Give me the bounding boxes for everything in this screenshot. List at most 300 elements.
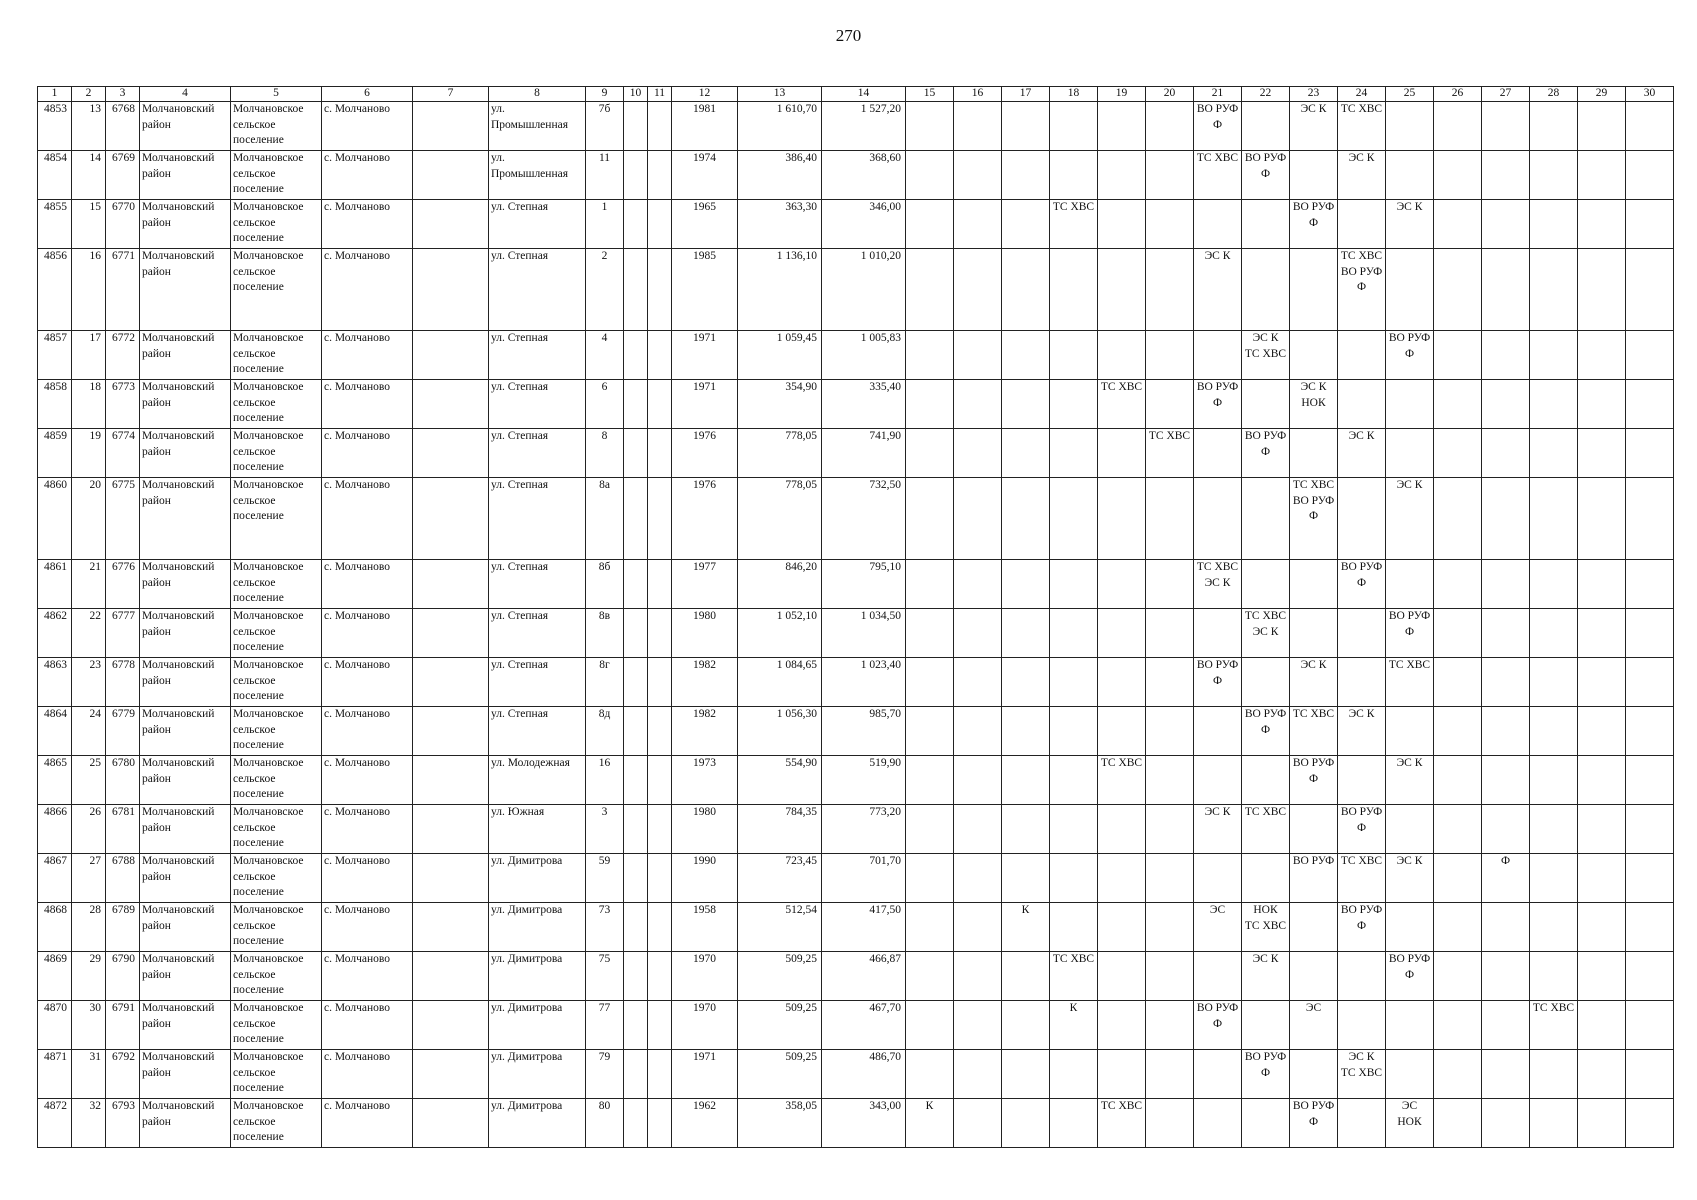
table-cell: ТС ХВС (1338, 854, 1386, 903)
table-cell: 14 (72, 151, 106, 200)
table-cell (1386, 1050, 1434, 1099)
table-cell: ВО РУФ Ф (1290, 200, 1338, 249)
table-cell (1146, 151, 1194, 200)
housing-register-table (37, 86, 1674, 1148)
table-cell: Молчановское сельское поселение (231, 609, 322, 658)
table-cell: Молчановский район (140, 200, 231, 249)
table-cell (1386, 707, 1434, 756)
table-cell (1578, 658, 1626, 707)
table-cell (413, 151, 489, 200)
table-cell (1626, 756, 1674, 805)
table-cell (1194, 331, 1242, 380)
column-header: 2 (72, 87, 106, 102)
table-cell (906, 952, 954, 1001)
column-header: 25 (1386, 87, 1434, 102)
table-cell (1530, 331, 1578, 380)
table-cell: 31 (72, 1050, 106, 1099)
column-header: 6 (322, 87, 413, 102)
table-cell (1434, 952, 1482, 1001)
table-cell (954, 952, 1002, 1001)
table-cell (906, 658, 954, 707)
table-cell (1050, 249, 1098, 331)
table-cell: с. Молчаново (322, 249, 413, 331)
table-cell (1242, 200, 1290, 249)
table-cell: ул. Димитрова (489, 903, 586, 952)
table-cell: Молчановский район (140, 707, 231, 756)
table-cell: К (906, 1099, 954, 1148)
column-header: 1 (38, 87, 72, 102)
table-cell (1050, 903, 1098, 952)
table-cell (1338, 1099, 1386, 1148)
table-cell: ТС ХВС (1338, 102, 1386, 151)
table-cell: НОК ТС ХВС (1242, 903, 1290, 952)
table-cell (1002, 952, 1050, 1001)
table-cell: Молчановский район (140, 331, 231, 380)
table-cell (1002, 151, 1050, 200)
table-cell (1002, 805, 1050, 854)
table-cell (1338, 380, 1386, 429)
column-header: 20 (1146, 87, 1194, 102)
table-cell (413, 609, 489, 658)
table-cell (1146, 1050, 1194, 1099)
table-cell (1050, 707, 1098, 756)
table-cell: Молчановский район (140, 1050, 231, 1099)
table-cell (624, 380, 648, 429)
table-cell: 795,10 (822, 560, 906, 609)
table-cell: 6776 (106, 560, 140, 609)
table-cell (624, 1050, 648, 1099)
table-cell (954, 805, 1002, 854)
table-cell (906, 903, 954, 952)
table-cell (1626, 151, 1674, 200)
table-cell (906, 805, 954, 854)
table-cell: ТС ХВС (1530, 1001, 1578, 1050)
table-cell (1626, 200, 1674, 249)
table-cell: Молчановский район (140, 756, 231, 805)
table-cell: 1 527,20 (822, 102, 906, 151)
table-cell (1530, 609, 1578, 658)
column-header: 23 (1290, 87, 1338, 102)
table-cell: 19 (72, 429, 106, 478)
table-cell (1242, 1001, 1290, 1050)
table-cell: 1 136,10 (738, 249, 822, 331)
column-header: 13 (738, 87, 822, 102)
table-cell (1146, 1001, 1194, 1050)
table-cell (1434, 380, 1482, 429)
table-cell: ВО РУФ Ф (1338, 903, 1386, 952)
table-cell: 73 (586, 903, 624, 952)
table-cell: ТС ХВС ЭС К (1194, 560, 1242, 609)
table-cell (1626, 609, 1674, 658)
table-cell (1530, 854, 1578, 903)
table-cell (1194, 854, 1242, 903)
table-cell: Молчановское сельское поселение (231, 1099, 322, 1148)
table-cell: Молчановское сельское поселение (231, 854, 322, 903)
table-cell (624, 102, 648, 151)
table-cell (413, 249, 489, 331)
table-cell: 22 (72, 609, 106, 658)
table-cell (1050, 151, 1098, 200)
table-cell: 4861 (38, 560, 72, 609)
table-cell: Молчановский район (140, 1099, 231, 1148)
column-header: 15 (906, 87, 954, 102)
table-cell (624, 609, 648, 658)
table-cell (1434, 854, 1482, 903)
table-cell: ул. Степная (489, 658, 586, 707)
table-cell: 1 056,30 (738, 707, 822, 756)
table-cell: ул. Промышленная (489, 102, 586, 151)
table-cell: ТС ХВС (1098, 1099, 1146, 1148)
table-cell: 346,00 (822, 200, 906, 249)
table-cell (1578, 102, 1626, 151)
table-cell (1098, 952, 1146, 1001)
table-cell: 6 (586, 380, 624, 429)
table-cell: 4863 (38, 658, 72, 707)
table-cell: ВО РУФ Ф (1290, 756, 1338, 805)
table-cell (1290, 1050, 1338, 1099)
table-cell: 6790 (106, 952, 140, 1001)
table-cell: ЭС НОК (1386, 1099, 1434, 1148)
table-cell (1626, 380, 1674, 429)
table-cell: ЭС К (1194, 249, 1242, 331)
table-cell (1386, 903, 1434, 952)
table-cell: ТС ХВС ВО РУФ Ф (1338, 249, 1386, 331)
table-cell (1338, 1001, 1386, 1050)
table-cell: ул. Степная (489, 707, 586, 756)
table-cell: ВО РУФ (1290, 854, 1338, 903)
table-cell: ул. Димитрова (489, 1099, 586, 1148)
table-cell: с. Молчаново (322, 380, 413, 429)
table-cell (1386, 429, 1434, 478)
table-cell (1050, 380, 1098, 429)
table-cell (954, 1099, 1002, 1148)
table-cell (1050, 1050, 1098, 1099)
table-cell (1386, 380, 1434, 429)
table-cell (413, 903, 489, 952)
table-cell (413, 854, 489, 903)
table-cell: ВО РУФ Ф (1194, 658, 1242, 707)
table-cell: 1981 (672, 102, 738, 151)
table-cell: Молчановское сельское поселение (231, 151, 322, 200)
table-cell (1626, 1050, 1674, 1099)
table-cell (1434, 249, 1482, 331)
table-cell: ул. Димитрова (489, 952, 586, 1001)
table-cell: Молчановский район (140, 478, 231, 560)
table-cell (1194, 707, 1242, 756)
table-row (38, 952, 1674, 1001)
table-cell (1050, 429, 1098, 478)
table-cell: ЭС К (1290, 658, 1338, 707)
column-header: 19 (1098, 87, 1146, 102)
table-cell: ЭС К (1386, 200, 1434, 249)
table-cell (1626, 854, 1674, 903)
table-cell: 6769 (106, 151, 140, 200)
table-cell: 701,70 (822, 854, 906, 903)
table-cell (906, 478, 954, 560)
table-cell (1242, 102, 1290, 151)
table-cell: ТС ХВС (1098, 380, 1146, 429)
table-cell: ЭС К (1386, 756, 1434, 805)
table-cell: ЭС К (1338, 429, 1386, 478)
column-header: 4 (140, 87, 231, 102)
table-cell: ТС ХВС (1290, 707, 1338, 756)
table-cell (954, 658, 1002, 707)
table-cell: Молчановский район (140, 102, 231, 151)
table-cell (1290, 952, 1338, 1001)
table-cell: 6789 (106, 903, 140, 952)
table-cell (1002, 102, 1050, 151)
table-cell (1098, 478, 1146, 560)
table-cell (648, 1001, 672, 1050)
table-cell (413, 429, 489, 478)
table-cell: ЭС К НОК (1290, 380, 1338, 429)
table-cell: 732,50 (822, 478, 906, 560)
table-cell: Молчановское сельское поселение (231, 805, 322, 854)
table-cell: 24 (72, 707, 106, 756)
table-cell (1386, 560, 1434, 609)
table-cell: Молчановское сельское поселение (231, 707, 322, 756)
table-cell: Молчановское сельское поселение (231, 560, 322, 609)
table-cell: ЭС (1290, 1001, 1338, 1050)
page-number: 270 (835, 26, 862, 45)
table-cell: ул. Димитрова (489, 1001, 586, 1050)
table-cell: ЭС (1194, 903, 1242, 952)
table-cell (906, 249, 954, 331)
table-cell: 1965 (672, 200, 738, 249)
table-cell (1338, 756, 1386, 805)
table-cell (906, 707, 954, 756)
table-cell (1530, 1099, 1578, 1148)
table-row (38, 1050, 1674, 1099)
table-cell (1002, 429, 1050, 478)
table-cell: ул. Южная (489, 805, 586, 854)
table-cell: 1976 (672, 429, 738, 478)
table-cell (1530, 756, 1578, 805)
table-cell (954, 249, 1002, 331)
table-cell: 363,30 (738, 200, 822, 249)
table-cell (1530, 200, 1578, 249)
column-header: 8 (489, 87, 586, 102)
table-cell: 784,35 (738, 805, 822, 854)
table-cell: ЭС К (1290, 102, 1338, 151)
table-cell: ВО РУФ Ф (1386, 952, 1434, 1001)
table-cell (624, 854, 648, 903)
table-cell (906, 1050, 954, 1099)
table-cell (1098, 429, 1146, 478)
table-cell (624, 658, 648, 707)
table-cell: 4857 (38, 331, 72, 380)
table-cell: ВО РУФ Ф (1242, 151, 1290, 200)
table-cell: 13 (72, 102, 106, 151)
table-cell: 778,05 (738, 429, 822, 478)
table-cell: 4855 (38, 200, 72, 249)
table-cell (1146, 331, 1194, 380)
table-cell: 1 (586, 200, 624, 249)
table-cell: 466,87 (822, 952, 906, 1001)
table-cell (1050, 331, 1098, 380)
table-cell (954, 854, 1002, 903)
table-cell (1098, 560, 1146, 609)
table-cell: ВО РУФ Ф (1338, 560, 1386, 609)
table-cell: ТС ХВС (1050, 200, 1098, 249)
table-cell (1530, 102, 1578, 151)
register-body (38, 102, 1674, 1148)
table-cell (1194, 756, 1242, 805)
table-cell (1578, 429, 1626, 478)
table-cell (954, 331, 1002, 380)
table-cell: 1962 (672, 1099, 738, 1148)
table-cell: ВО РУФ Ф (1386, 331, 1434, 380)
table-cell: 11 (586, 151, 624, 200)
table-cell: 6779 (106, 707, 140, 756)
table-cell: 6775 (106, 478, 140, 560)
table-cell (1098, 102, 1146, 151)
table-cell: 1 005,83 (822, 331, 906, 380)
table-cell (1146, 854, 1194, 903)
column-header: 26 (1434, 87, 1482, 102)
table-cell (624, 756, 648, 805)
table-cell: 15 (72, 200, 106, 249)
table-cell (1290, 429, 1338, 478)
table-cell (1530, 560, 1578, 609)
table-cell (1386, 102, 1434, 151)
table-cell (413, 1050, 489, 1099)
table-row (38, 478, 1674, 560)
table-cell: 1980 (672, 609, 738, 658)
table-cell (1242, 854, 1290, 903)
table-cell: 773,20 (822, 805, 906, 854)
table-cell (648, 609, 672, 658)
column-header: 10 (624, 87, 648, 102)
table-cell (1002, 249, 1050, 331)
table-cell: 1 023,40 (822, 658, 906, 707)
table-cell (1530, 903, 1578, 952)
table-cell (413, 331, 489, 380)
table-cell: 8 (586, 429, 624, 478)
table-cell: с. Молчаново (322, 707, 413, 756)
table-cell: ВО РУФ Ф (1338, 805, 1386, 854)
table-cell: Ф (1482, 854, 1530, 903)
column-header: 18 (1050, 87, 1098, 102)
table-cell (648, 756, 672, 805)
table-cell: с. Молчаново (322, 331, 413, 380)
table-cell (413, 1099, 489, 1148)
table-cell: 417,50 (822, 903, 906, 952)
table-cell (1050, 1099, 1098, 1148)
table-cell (413, 560, 489, 609)
table-cell: Молчановское сельское поселение (231, 478, 322, 560)
table-cell (1002, 854, 1050, 903)
table-cell: 6774 (106, 429, 140, 478)
table-row (38, 331, 1674, 380)
table-cell (1626, 331, 1674, 380)
table-cell: 6777 (106, 609, 140, 658)
table-cell (906, 151, 954, 200)
table-cell (413, 756, 489, 805)
table-cell (1578, 854, 1626, 903)
table-cell (648, 854, 672, 903)
table-cell: 368,60 (822, 151, 906, 200)
table-cell (1434, 102, 1482, 151)
table-cell: Молчановское сельское поселение (231, 200, 322, 249)
table-cell (1194, 478, 1242, 560)
table-cell (1146, 478, 1194, 560)
table-cell (1434, 478, 1482, 560)
table-cell: 32 (72, 1099, 106, 1148)
table-cell (1482, 1001, 1530, 1050)
table-cell (1290, 903, 1338, 952)
table-cell: 4860 (38, 478, 72, 560)
table-cell: 6771 (106, 249, 140, 331)
table-cell (1434, 1050, 1482, 1099)
table-cell: Молчановский район (140, 658, 231, 707)
table-cell (1434, 805, 1482, 854)
table-cell (1002, 658, 1050, 707)
table-cell: 6791 (106, 1001, 140, 1050)
table-cell: ВО РУФ Ф (1242, 1050, 1290, 1099)
table-cell (1578, 478, 1626, 560)
table-cell (1146, 1099, 1194, 1148)
table-row (38, 805, 1674, 854)
table-cell (1002, 200, 1050, 249)
table-cell (1194, 1050, 1242, 1099)
table-cell: ТС ХВС (1194, 151, 1242, 200)
table-cell (1146, 380, 1194, 429)
table-cell: Молчановское сельское поселение (231, 331, 322, 380)
table-cell: 778,05 (738, 478, 822, 560)
table-cell (1146, 903, 1194, 952)
table-cell: ЭС К (1338, 707, 1386, 756)
table-cell (1290, 805, 1338, 854)
table-cell: 4872 (38, 1099, 72, 1148)
table-cell (954, 1050, 1002, 1099)
table-cell: 6793 (106, 1099, 140, 1148)
table-cell: 4864 (38, 707, 72, 756)
table-cell (624, 429, 648, 478)
table-cell (1098, 658, 1146, 707)
table-cell (954, 560, 1002, 609)
table-cell: 8б (586, 560, 624, 609)
table-cell: с. Молчаново (322, 102, 413, 151)
table-row (38, 560, 1674, 609)
table-cell (1146, 707, 1194, 756)
table-cell: 4867 (38, 854, 72, 903)
table-cell (1050, 756, 1098, 805)
table-cell: 28 (72, 903, 106, 952)
table-cell: Молчановский район (140, 805, 231, 854)
table-cell (1530, 429, 1578, 478)
table-cell (1194, 429, 1242, 478)
table-cell (648, 560, 672, 609)
table-cell (1002, 331, 1050, 380)
column-header: 30 (1626, 87, 1674, 102)
table-cell: 1 059,45 (738, 331, 822, 380)
table-cell: с. Молчаново (322, 952, 413, 1001)
table-cell (954, 707, 1002, 756)
table-cell: 6768 (106, 102, 140, 151)
table-cell (1194, 609, 1242, 658)
table-cell (1626, 429, 1674, 478)
table-cell: 1974 (672, 151, 738, 200)
table-cell: ул. Димитрова (489, 854, 586, 903)
table-cell (648, 707, 672, 756)
table-cell: 6778 (106, 658, 140, 707)
column-header: 29 (1578, 87, 1626, 102)
table-cell: 386,40 (738, 151, 822, 200)
table-cell (1242, 249, 1290, 331)
table-cell: ул. Молодежная (489, 756, 586, 805)
table-cell (1578, 609, 1626, 658)
